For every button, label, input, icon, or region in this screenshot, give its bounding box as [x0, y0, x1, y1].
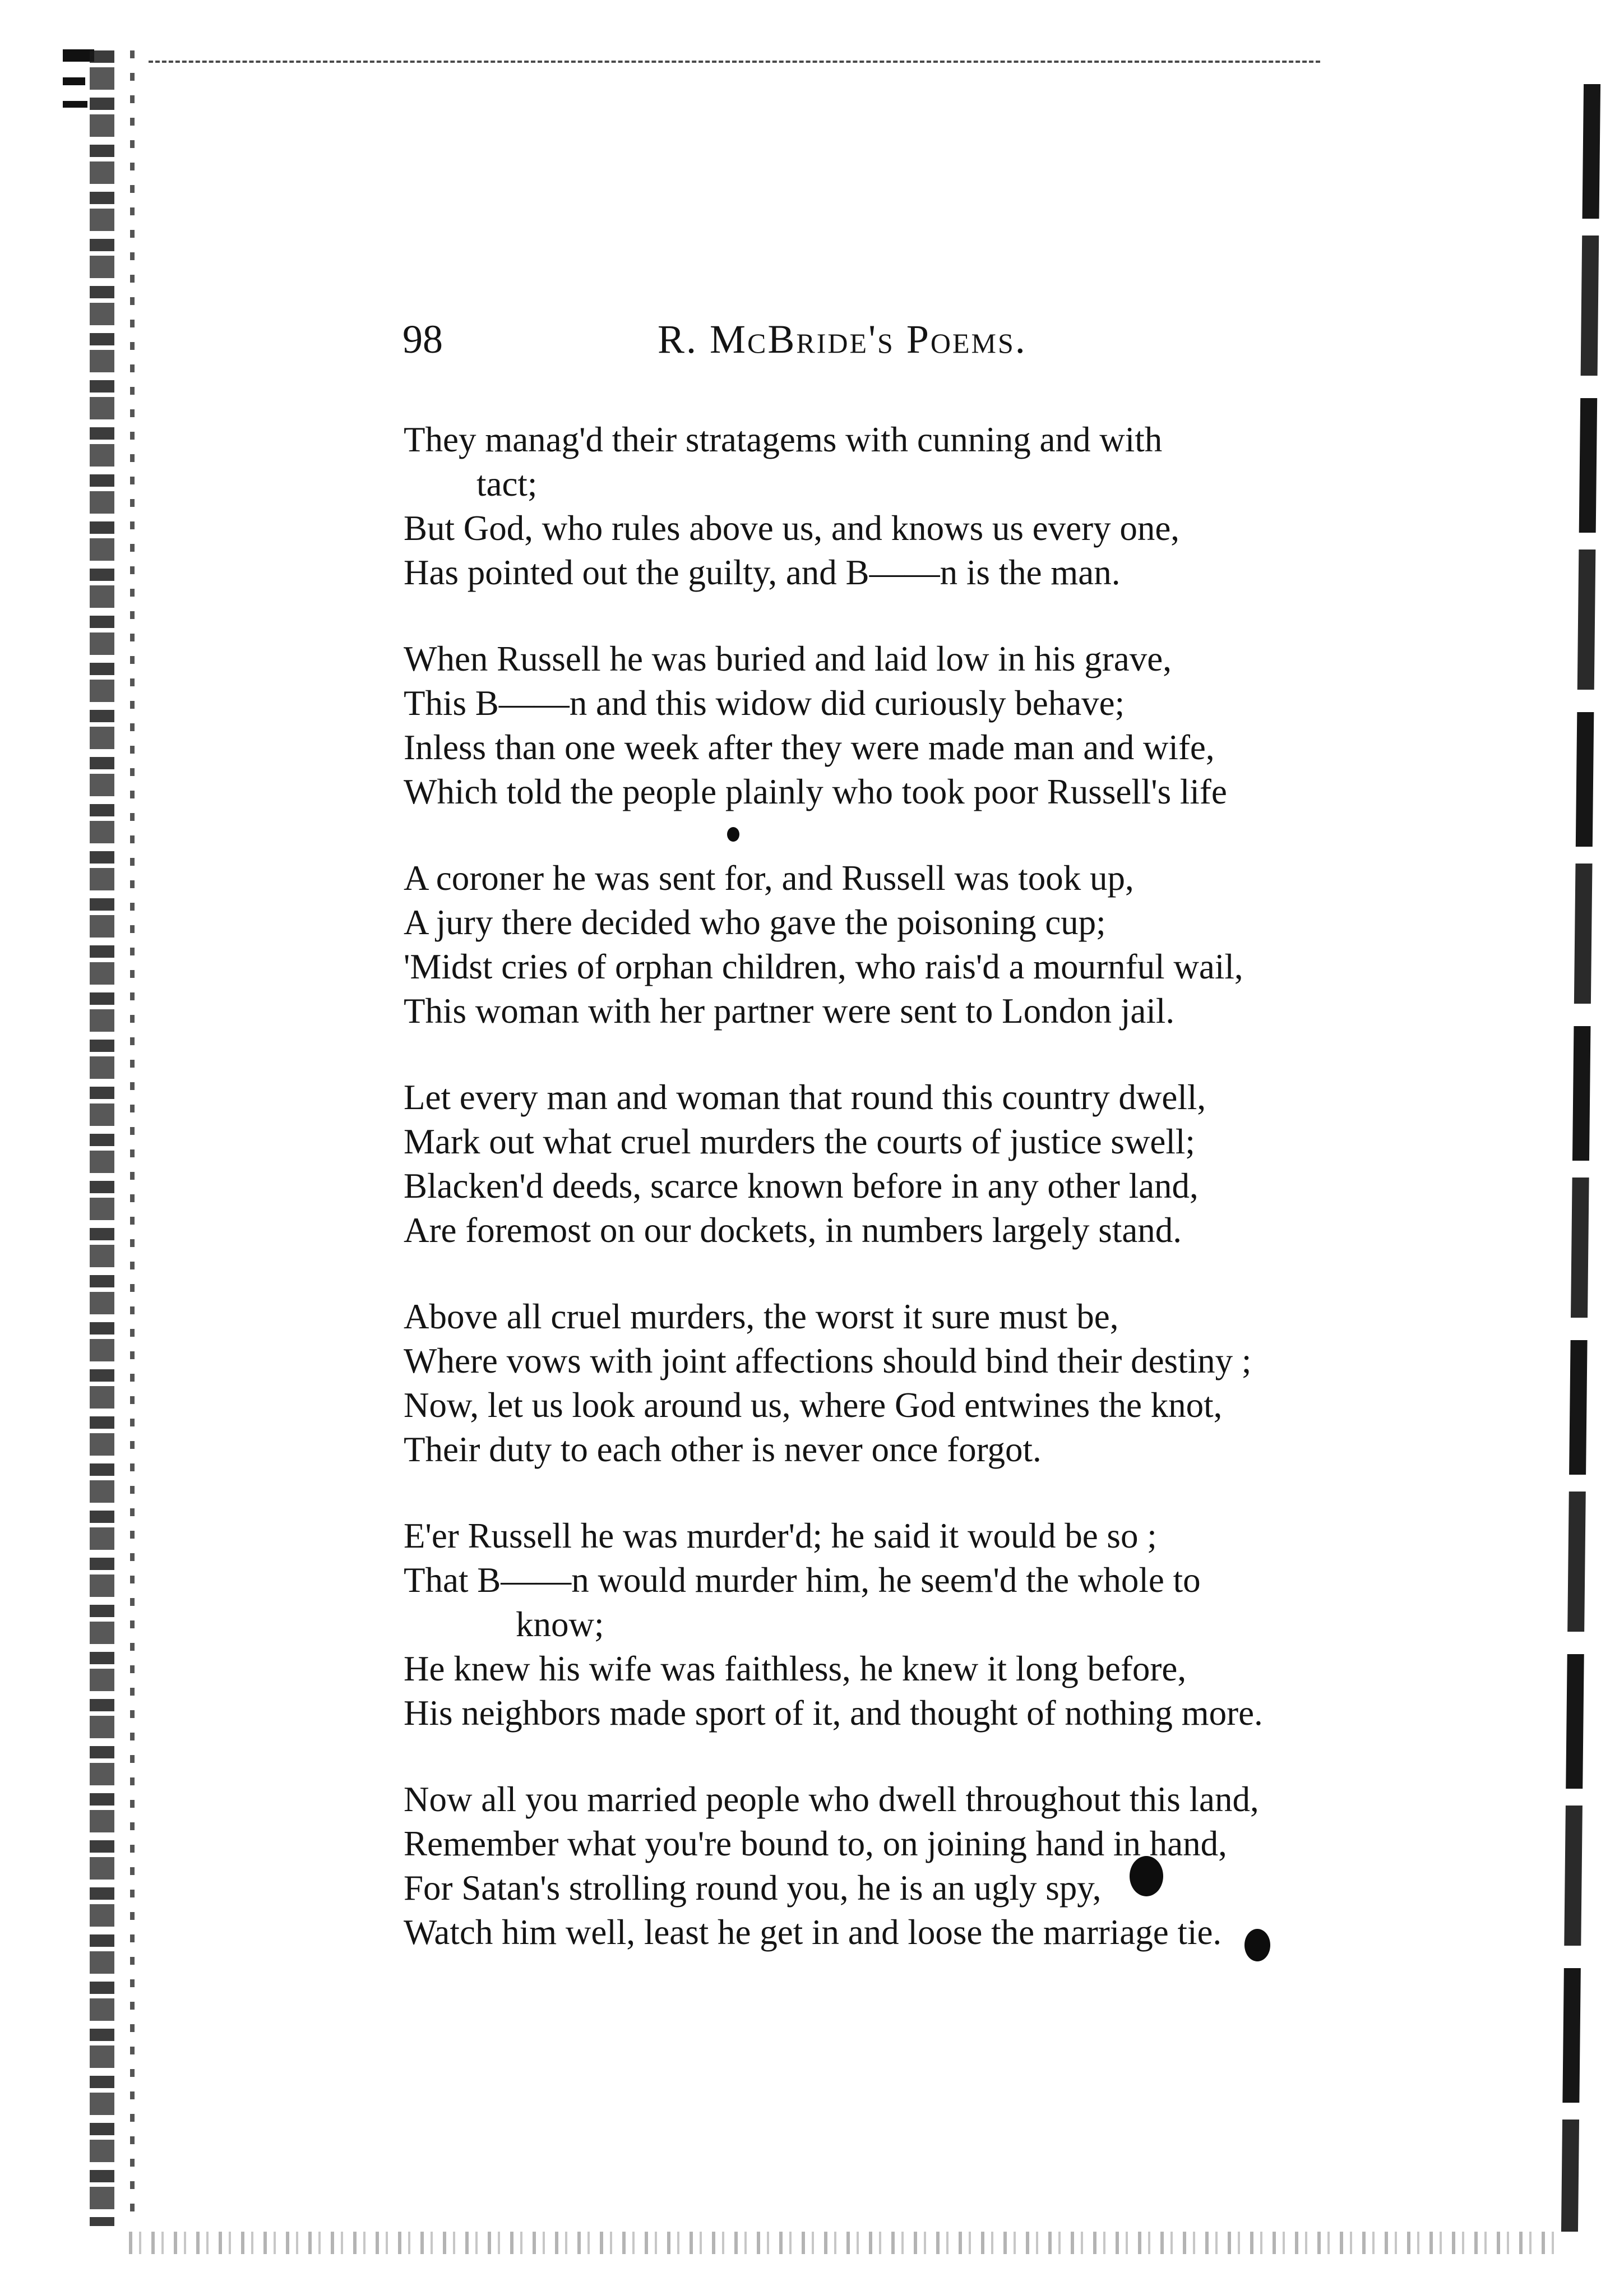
- bottom-edge-noise: [129, 2232, 1564, 2254]
- stanza: [404, 1514, 1390, 1735]
- poem-line: Remember what you're bound to, on joining hand in hand,: [404, 1824, 1227, 1863]
- stanza: [404, 418, 1390, 595]
- poem-line: Which told the people plainly who took poor Russell's life: [404, 772, 1227, 811]
- poem-line-continuation: tact;: [476, 464, 538, 504]
- poem-line: A coroner he was sent for, and Russell was took up,: [404, 858, 1134, 898]
- poem-line: Now, let us look around us, where God entwines the knot,: [404, 1386, 1223, 1425]
- poem-line: Watch him well, least he get in and loose the marriage tie.: [404, 1913, 1222, 1952]
- poem-line: E'er Russell he was murder'd; he said it would be so ;: [404, 1516, 1157, 1555]
- right-edge-shadow: [1561, 84, 1600, 2232]
- left-binding-shadow: [90, 50, 114, 2226]
- poem-line: Mark out what cruel murders the courts of justice swell;: [404, 1122, 1195, 1161]
- left-binding-line: [130, 50, 135, 2226]
- poem-line: This B——n and this widow did curiously behave;: [404, 684, 1125, 723]
- poem-line: Now all you married people who dwell throughout this land,: [404, 1780, 1259, 1819]
- poem-line: He knew his wife was faithless, he knew it long before,: [404, 1649, 1187, 1688]
- poem-line: Where vows with joint affections should bind their destiny ;: [404, 1341, 1252, 1380]
- poem-line: Let every man and woman that round this country dwell,: [404, 1078, 1206, 1117]
- poem-line: When Russell he was buried and laid low in his grave,: [404, 639, 1172, 678]
- poem-line: That B——n would murder him, he seem'd the whole to: [404, 1560, 1201, 1600]
- stanza: [404, 1075, 1390, 1253]
- page-number: 98: [402, 317, 443, 362]
- poem-line-continuation: know;: [516, 1605, 604, 1644]
- stanza: [404, 856, 1390, 1033]
- poem-line: 'Midst cries of orphan children, who rais'd a mournful wail,: [404, 947, 1243, 986]
- poem-line: Above all cruel murders, the worst it sure must be,: [404, 1297, 1119, 1336]
- poem-line: Inless than one week after they were made man and wife,: [404, 728, 1215, 767]
- poem-body: [404, 418, 1390, 1997]
- poem-line: Has pointed out the guilty, and B——n is the man.: [404, 553, 1121, 592]
- running-title: R. McBride's Poems.: [658, 317, 1027, 362]
- top-edge-rule: [149, 61, 1320, 65]
- running-head: [402, 314, 1103, 364]
- poem-line: This woman with her partner were sent to London jail.: [404, 991, 1175, 1031]
- poem-line: A jury there decided who gave the poisoning cup;: [404, 903, 1106, 942]
- stanza: [404, 637, 1390, 814]
- stanza: [404, 1777, 1390, 1955]
- poem-line: They manag'd their stratagems with cunning and with: [404, 420, 1163, 459]
- poem-line: For Satan's strolling round you, he is an ugly spy,: [404, 1868, 1102, 1908]
- poem-line: But God, who rules above us, and knows us every one,: [404, 509, 1180, 548]
- poem-line: Are foremost on our dockets, in numbers largely stand.: [404, 1211, 1182, 1250]
- poem-line: Blacken'd deeds, scarce known before in any other land,: [404, 1166, 1199, 1206]
- stanza: [404, 1295, 1390, 1472]
- poem-line: Their duty to each other is never once forgot.: [404, 1430, 1042, 1469]
- poem-line: His neighbors made sport of it, and thought of nothing more.: [404, 1693, 1263, 1733]
